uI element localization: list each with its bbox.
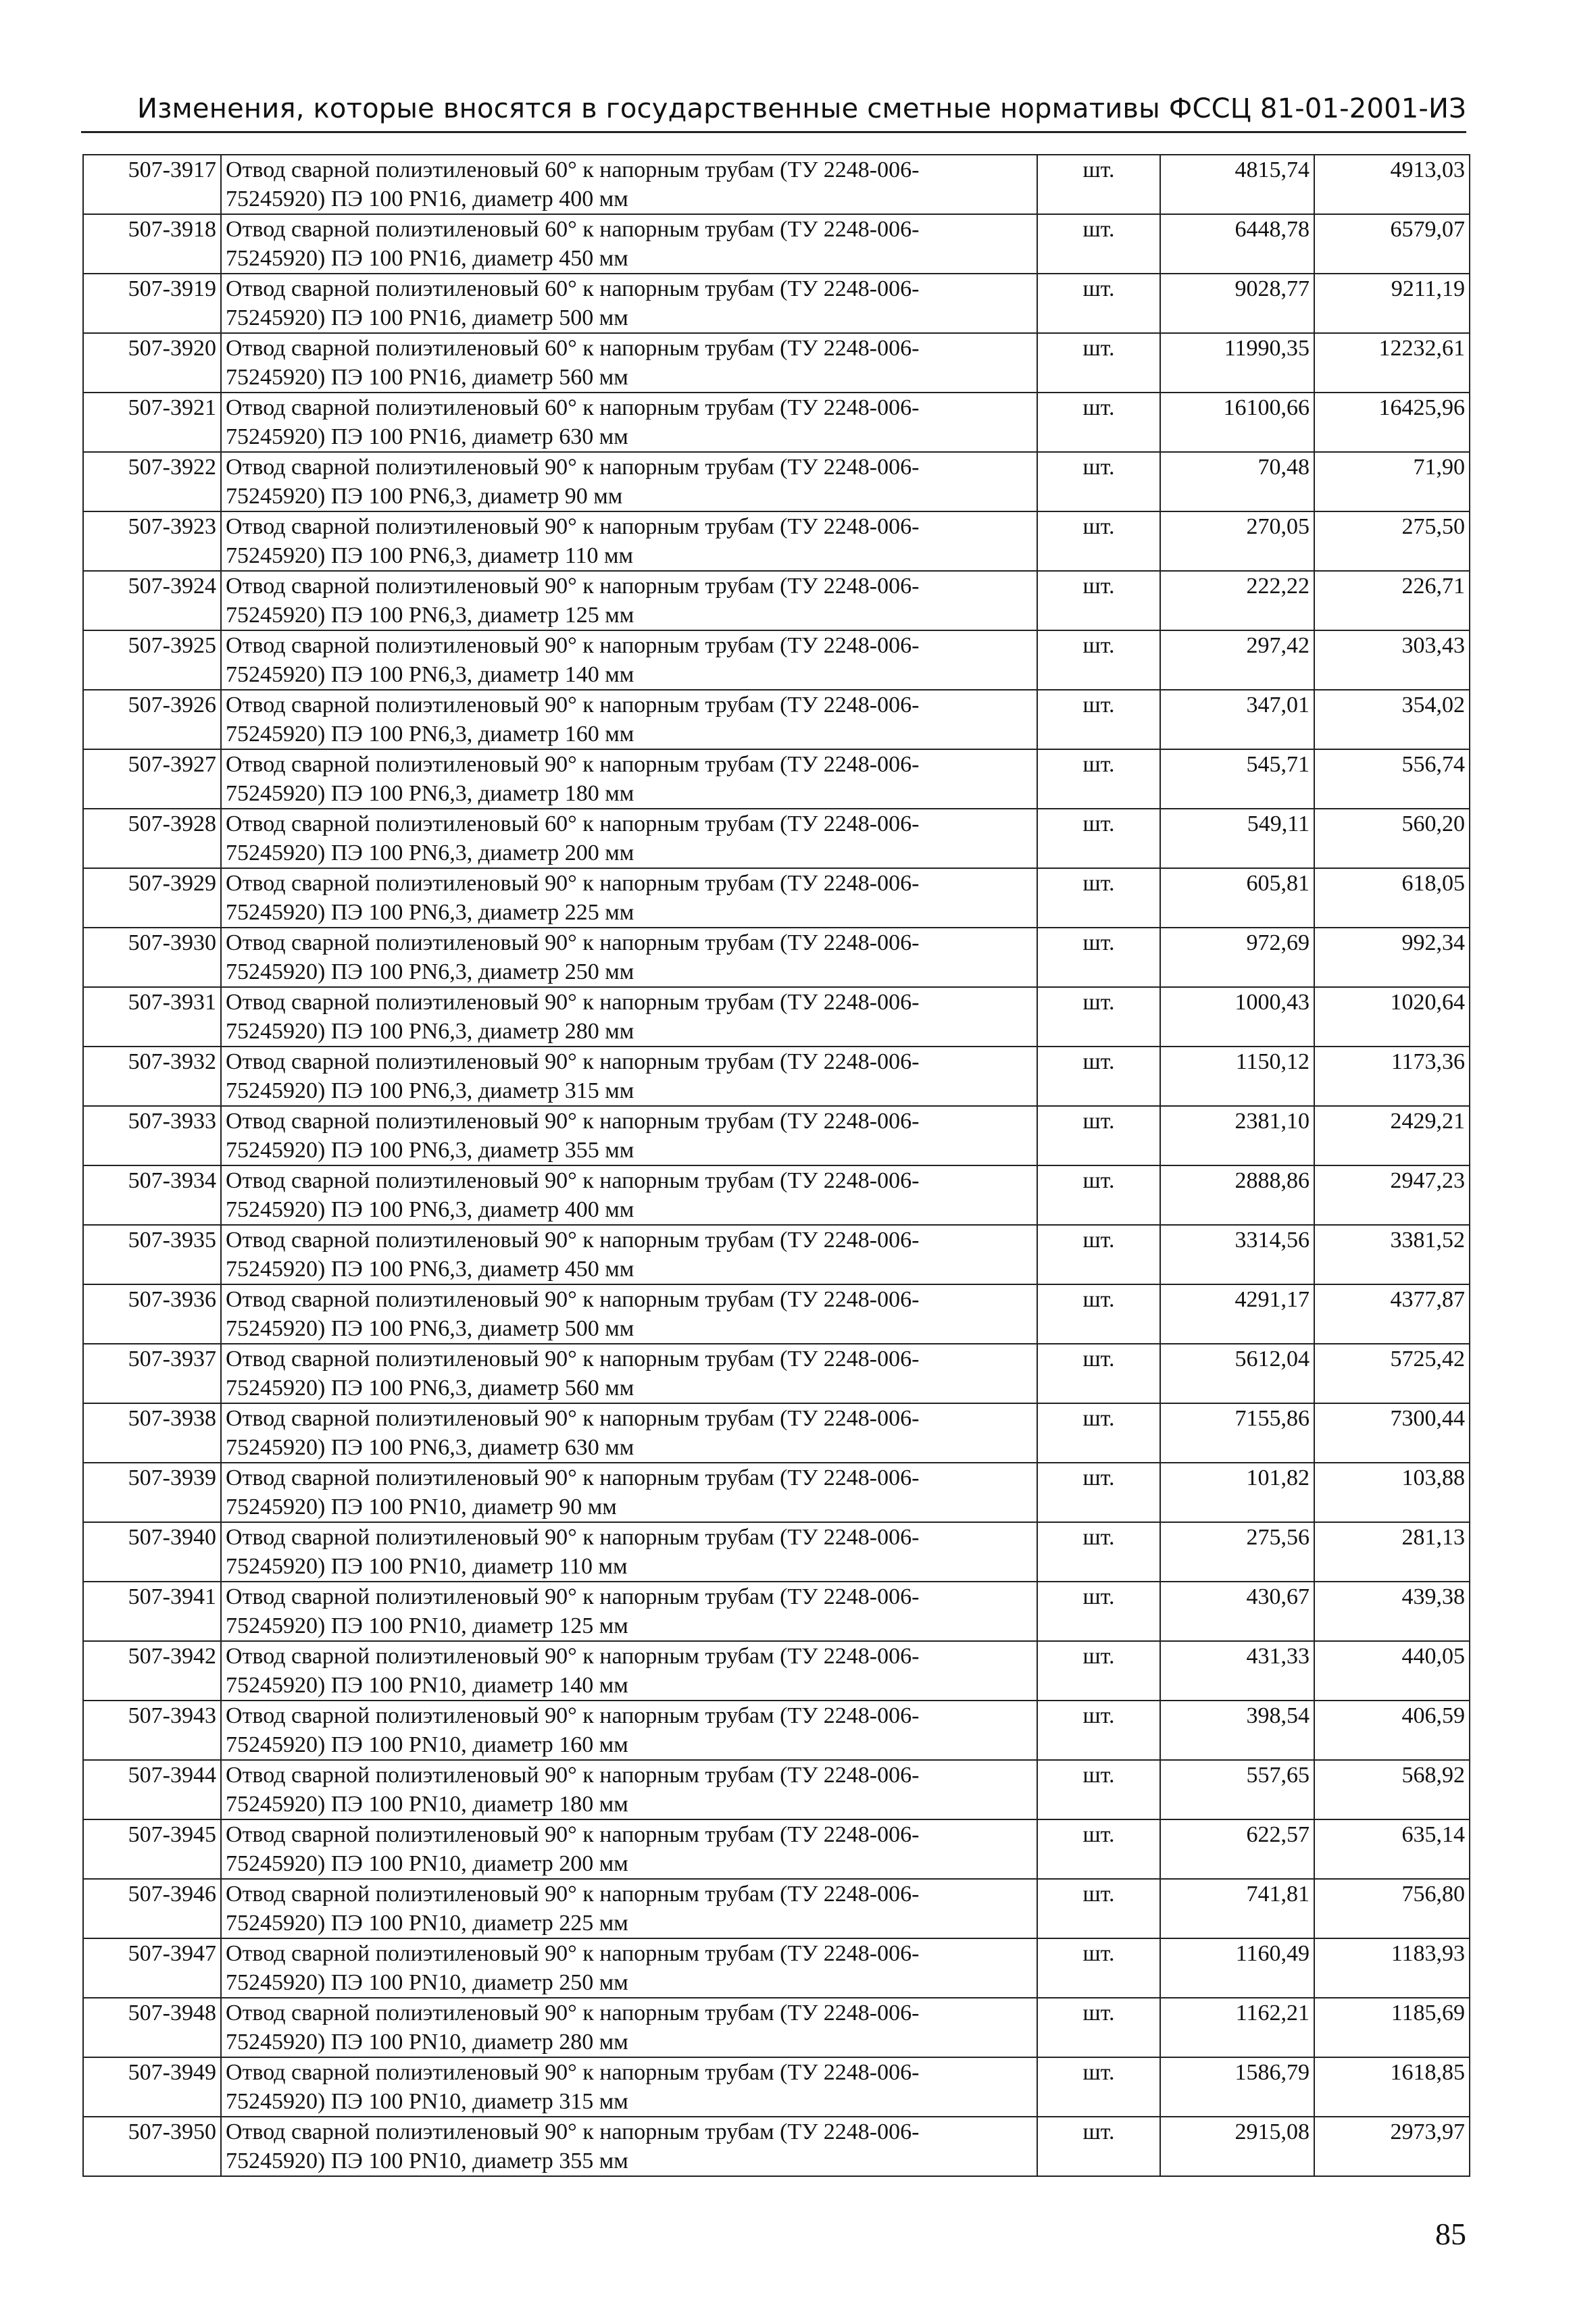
row-name-line2: 75245920) ПЭ 100 PN16, диаметр 560 мм [226, 365, 628, 390]
row-name [221, 1284, 1037, 1344]
row-price-1: 11990,35 [1160, 333, 1314, 393]
row-name-line1: Отвод сварной полиэтиленовый 60° к напорным трубам (ТУ 2248-006- [226, 336, 920, 361]
row-code: 507-3948 [83, 1998, 221, 2057]
row-code: 507-3936 [83, 1284, 221, 1344]
row-unit: шт. [1037, 749, 1160, 809]
row-name-line1: Отвод сварной полиэтиленовый 90° к напорным трубам (ТУ 2248-006- [226, 1822, 920, 1847]
row-code: 507-3947 [83, 1938, 221, 1998]
table-row [83, 928, 1470, 987]
row-name-line2: 75245920) ПЭ 100 PN6,3, диаметр 90 мм [226, 484, 623, 509]
row-name [221, 1047, 1037, 1106]
row-unit: шт. [1037, 155, 1160, 214]
row-price-2: 7300,44 [1314, 1403, 1470, 1463]
row-code: 507-3934 [83, 1165, 221, 1225]
row-name-line1: Отвод сварной полиэтиленовый 90° к напорным трубам (ТУ 2248-006- [226, 1406, 920, 1431]
row-name [221, 511, 1037, 571]
row-code: 507-3923 [83, 511, 221, 571]
row-price-2: 281,13 [1314, 1522, 1470, 1582]
row-unit: шт. [1037, 2117, 1160, 2176]
table-row [83, 2117, 1470, 2176]
row-name [221, 274, 1037, 333]
row-name-line1: Отвод сварной полиэтиленовый 90° к напорным трубам (ТУ 2248-006- [226, 1049, 920, 1074]
row-price-2: 635,14 [1314, 1819, 1470, 1879]
row-code: 507-3925 [83, 630, 221, 690]
row-unit: шт. [1037, 690, 1160, 749]
row-name [221, 1403, 1037, 1463]
row-code: 507-3932 [83, 1047, 221, 1106]
row-price-2: 556,74 [1314, 749, 1470, 809]
row-name [221, 1998, 1037, 2057]
row-price-2: 406,59 [1314, 1701, 1470, 1760]
row-name-line1: Отвод сварной полиэтиленовый 90° к напорным трубам (ТУ 2248-006- [226, 1347, 920, 1372]
row-name-line2: 75245920) ПЭ 100 PN6,3, диаметр 355 мм [226, 1138, 634, 1163]
row-code: 507-3939 [83, 1463, 221, 1522]
row-name [221, 1225, 1037, 1284]
row-price-1: 270,05 [1160, 511, 1314, 571]
row-name-line1: Отвод сварной полиэтиленовый 90° к напорным трубам (ТУ 2248-006- [226, 990, 920, 1015]
row-name-line2: 75245920) ПЭ 100 PN16, диаметр 450 мм [226, 246, 628, 271]
row-code: 507-3940 [83, 1522, 221, 1582]
row-name-line1: Отвод сварной полиэтиленовый 90° к напорным трубам (ТУ 2248-006- [226, 1763, 920, 1788]
row-code: 507-3938 [83, 1403, 221, 1463]
row-price-2: 2973,97 [1314, 2117, 1470, 2176]
table-row [83, 1225, 1470, 1284]
row-name-line1: Отвод сварной полиэтиленовый 90° к напорным трубам (ТУ 2248-006- [226, 1287, 920, 1312]
row-name [221, 571, 1037, 630]
row-unit: шт. [1037, 1879, 1160, 1938]
row-name [221, 1760, 1037, 1819]
table-row [83, 1701, 1470, 1760]
row-price-1: 430,67 [1160, 1582, 1314, 1641]
row-price-2: 618,05 [1314, 868, 1470, 928]
row-unit: шт. [1037, 1760, 1160, 1819]
row-name-line2: 75245920) ПЭ 100 PN6,3, диаметр 225 мм [226, 900, 634, 925]
row-price-2: 1185,69 [1314, 1998, 1470, 2057]
row-unit: шт. [1037, 1819, 1160, 1879]
row-price-2: 12232,61 [1314, 333, 1470, 393]
row-unit: шт. [1037, 987, 1160, 1047]
table-row [83, 1819, 1470, 1879]
table-row [83, 1284, 1470, 1344]
row-price-1: 2915,08 [1160, 2117, 1314, 2176]
table-row [83, 1106, 1470, 1165]
row-unit: шт. [1037, 214, 1160, 274]
row-price-1: 1162,21 [1160, 1998, 1314, 2057]
row-name [221, 1582, 1037, 1641]
table-row [83, 393, 1470, 452]
row-unit: шт. [1037, 1284, 1160, 1344]
row-price-2: 275,50 [1314, 511, 1470, 571]
row-price-2: 303,43 [1314, 630, 1470, 690]
row-name-line1: Отвод сварной полиэтиленовый 90° к напорным трубам (ТУ 2248-006- [226, 2001, 920, 2026]
row-unit: шт. [1037, 393, 1160, 452]
row-name [221, 1701, 1037, 1760]
row-name [221, 1879, 1037, 1938]
row-price-2: 1020,64 [1314, 987, 1470, 1047]
row-code: 507-3918 [83, 214, 221, 274]
table-row [83, 333, 1470, 393]
table-row [83, 1165, 1470, 1225]
table-row [83, 1403, 1470, 1463]
row-name-line2: 75245920) ПЭ 100 PN10, диаметр 200 мм [226, 1851, 628, 1876]
row-name-line1: Отвод сварной полиэтиленовый 60° к напорным трубам (ТУ 2248-006- [226, 157, 920, 182]
row-price-1: 1150,12 [1160, 1047, 1314, 1106]
row-price-1: 557,65 [1160, 1760, 1314, 1819]
row-name-line2: 75245920) ПЭ 100 PN6,3, диаметр 160 мм [226, 722, 634, 747]
row-price-2: 992,34 [1314, 928, 1470, 987]
row-name-line2: 75245920) ПЭ 100 PN6,3, диаметр 400 мм [226, 1197, 634, 1222]
row-unit: шт. [1037, 333, 1160, 393]
row-name-line2: 75245920) ПЭ 100 PN10, диаметр 110 мм [226, 1554, 628, 1579]
row-name-line2: 75245920) ПЭ 100 PN10, диаметр 90 мм [226, 1494, 617, 1519]
row-name-line1: Отвод сварной полиэтиленовый 60° к напорным трубам (ТУ 2248-006- [226, 217, 920, 242]
row-name-line1: Отвод сварной полиэтиленовый 90° к напорным трубам (ТУ 2248-006- [226, 1644, 920, 1669]
row-price-2: 16425,96 [1314, 393, 1470, 452]
row-name-line2: 75245920) ПЭ 100 PN16, диаметр 400 мм [226, 186, 628, 211]
row-name [221, 452, 1037, 511]
row-price-2: 440,05 [1314, 1641, 1470, 1701]
row-code: 507-3937 [83, 1344, 221, 1403]
row-code: 507-3927 [83, 749, 221, 809]
row-unit: шт. [1037, 1047, 1160, 1106]
row-price-1: 972,69 [1160, 928, 1314, 987]
row-name-line2: 75245920) ПЭ 100 PN10, диаметр 225 мм [226, 1911, 628, 1936]
row-price-2: 439,38 [1314, 1582, 1470, 1641]
row-price-1: 6448,78 [1160, 214, 1314, 274]
row-name [221, 1165, 1037, 1225]
row-price-2: 71,90 [1314, 452, 1470, 511]
row-price-2: 5725,42 [1314, 1344, 1470, 1403]
row-name-line2: 75245920) ПЭ 100 PN6,3, диаметр 140 мм [226, 662, 634, 687]
row-code: 507-3933 [83, 1106, 221, 1165]
row-name-line1: Отвод сварной полиэтиленовый 90° к напорным трубам (ТУ 2248-006- [226, 514, 920, 539]
page-number: 85 [1435, 2217, 1466, 2251]
row-name [221, 1463, 1037, 1522]
row-unit: шт. [1037, 1998, 1160, 2057]
table-row [83, 630, 1470, 690]
row-unit: шт. [1037, 2057, 1160, 2117]
row-unit: шт. [1037, 1582, 1160, 1641]
row-name-line1: Отвод сварной полиэтиленовый 90° к напорным трубам (ТУ 2248-006- [226, 1584, 920, 1609]
table-row [83, 868, 1470, 928]
row-price-1: 1000,43 [1160, 987, 1314, 1047]
row-name-line1: Отвод сварной полиэтиленовый 60° к напорным трубам (ТУ 2248-006- [226, 395, 920, 420]
table-row [83, 1582, 1470, 1641]
row-name-line2: 75245920) ПЭ 100 PN16, диаметр 500 мм [226, 305, 628, 330]
row-price-2: 568,92 [1314, 1760, 1470, 1819]
row-name-line2: 75245920) ПЭ 100 PN6,3, диаметр 125 мм [226, 603, 634, 628]
table-row [83, 2057, 1470, 2117]
row-name-line1: Отвод сварной полиэтиленовый 90° к напорным трубам (ТУ 2248-006- [226, 693, 920, 718]
row-name-line2: 75245920) ПЭ 100 PN10, диаметр 140 мм [226, 1673, 628, 1698]
row-unit: шт. [1037, 1641, 1160, 1701]
row-unit: шт. [1037, 928, 1160, 987]
row-unit: шт. [1037, 630, 1160, 690]
row-unit: шт. [1037, 1106, 1160, 1165]
row-code: 507-3922 [83, 452, 221, 511]
row-code: 507-3919 [83, 274, 221, 333]
row-unit: шт. [1037, 1463, 1160, 1522]
table-row [83, 1938, 1470, 1998]
row-code: 507-3942 [83, 1641, 221, 1701]
row-name [221, 987, 1037, 1047]
table-row [83, 809, 1470, 868]
row-unit: шт. [1037, 868, 1160, 928]
row-name [221, 393, 1037, 452]
row-unit: шт. [1037, 809, 1160, 868]
row-name-line1: Отвод сварной полиэтиленовый 90° к напорным трубам (ТУ 2248-006- [226, 871, 920, 896]
row-price-1: 16100,66 [1160, 393, 1314, 452]
row-code: 507-3941 [83, 1582, 221, 1641]
table-row [83, 274, 1470, 333]
table-row [83, 749, 1470, 809]
row-name [221, 214, 1037, 274]
row-price-1: 5612,04 [1160, 1344, 1314, 1403]
row-price-1: 297,42 [1160, 630, 1314, 690]
row-name [221, 868, 1037, 928]
row-name-line1: Отвод сварной полиэтиленовый 90° к напорным трубам (ТУ 2248-006- [226, 1109, 920, 1134]
row-name [221, 928, 1037, 987]
row-name-line2: 75245920) ПЭ 100 PN10, диаметр 180 мм [226, 1792, 628, 1817]
row-code: 507-3926 [83, 690, 221, 749]
row-price-1: 275,56 [1160, 1522, 1314, 1582]
row-price-1: 9028,77 [1160, 274, 1314, 333]
table-row [83, 511, 1470, 571]
row-name-line2: 75245920) ПЭ 100 PN6,3, диаметр 200 мм [226, 840, 634, 865]
row-name [221, 809, 1037, 868]
row-name [221, 2117, 1037, 2176]
row-name-line1: Отвод сварной полиэтиленовый 90° к напорным трубам (ТУ 2248-006- [226, 1703, 920, 1728]
row-name-line2: 75245920) ПЭ 100 PN10, диаметр 125 мм [226, 1613, 628, 1638]
row-unit: шт. [1037, 511, 1160, 571]
row-name-line1: Отвод сварной полиэтиленовый 90° к напорным трубам (ТУ 2248-006- [226, 455, 920, 480]
row-name-line1: Отвод сварной полиэтиленовый 90° к напорным трубам (ТУ 2248-006- [226, 2119, 920, 2144]
row-code: 507-3924 [83, 571, 221, 630]
row-code: 507-3920 [83, 333, 221, 393]
row-price-1: 1586,79 [1160, 2057, 1314, 2117]
table-row [83, 1641, 1470, 1701]
row-price-1: 4291,17 [1160, 1284, 1314, 1344]
row-name-line2: 75245920) ПЭ 100 PN10, диаметр 280 мм [226, 2030, 628, 2055]
row-name-line2: 75245920) ПЭ 100 PN6,3, диаметр 500 мм [226, 1316, 634, 1341]
row-price-1: 4815,74 [1160, 155, 1314, 214]
row-code: 507-3944 [83, 1760, 221, 1819]
row-price-2: 1173,36 [1314, 1047, 1470, 1106]
table-row [83, 1998, 1470, 2057]
row-price-1: 1160,49 [1160, 1938, 1314, 1998]
table-row [83, 987, 1470, 1047]
row-price-1: 3314,56 [1160, 1225, 1314, 1284]
row-name-line2: 75245920) ПЭ 100 PN6,3, диаметр 180 мм [226, 781, 634, 806]
table-row [83, 1463, 1470, 1522]
row-name-line2: 75245920) ПЭ 100 PN6,3, диаметр 280 мм [226, 1019, 634, 1044]
row-price-1: 605,81 [1160, 868, 1314, 928]
row-name-line2: 75245920) ПЭ 100 PN6,3, диаметр 250 мм [226, 959, 634, 984]
row-code: 507-3950 [83, 2117, 221, 2176]
row-price-2: 4913,03 [1314, 155, 1470, 214]
row-name-line1: Отвод сварной полиэтиленовый 90° к напорным трубам (ТУ 2248-006- [226, 574, 920, 599]
row-code: 507-3949 [83, 2057, 221, 2117]
row-price-1: 549,11 [1160, 809, 1314, 868]
row-name-line2: 75245920) ПЭ 100 PN6,3, диаметр 315 мм [226, 1078, 634, 1103]
page-header: Изменения, которые вносятся в государственные сметные нормативы ФССЦ 81-01-2001-ИЗ [81, 93, 1466, 133]
row-price-1: 70,48 [1160, 452, 1314, 511]
row-unit: шт. [1037, 1165, 1160, 1225]
row-code: 507-3930 [83, 928, 221, 987]
row-name [221, 1641, 1037, 1701]
row-unit: шт. [1037, 452, 1160, 511]
row-price-2: 1183,93 [1314, 1938, 1470, 1998]
row-name [221, 1938, 1037, 1998]
row-code: 507-3929 [83, 868, 221, 928]
row-name-line1: Отвод сварной полиэтиленовый 90° к напорным трубам (ТУ 2248-006- [226, 930, 920, 955]
row-name-line1: Отвод сварной полиэтиленовый 90° к напорным трубам (ТУ 2248-006- [226, 1525, 920, 1550]
row-price-2: 6579,07 [1314, 214, 1470, 274]
row-unit: шт. [1037, 1522, 1160, 1582]
row-price-2: 103,88 [1314, 1463, 1470, 1522]
row-code: 507-3917 [83, 155, 221, 214]
row-name-line2: 75245920) ПЭ 100 PN6,3, диаметр 630 мм [226, 1435, 634, 1460]
row-price-1: 7155,86 [1160, 1403, 1314, 1463]
row-code: 507-3946 [83, 1879, 221, 1938]
row-price-2: 2429,21 [1314, 1106, 1470, 1165]
row-price-1: 431,33 [1160, 1641, 1314, 1701]
row-price-2: 560,20 [1314, 809, 1470, 868]
row-price-2: 1618,85 [1314, 2057, 1470, 2117]
row-price-2: 756,80 [1314, 1879, 1470, 1938]
row-name-line2: 75245920) ПЭ 100 PN16, диаметр 630 мм [226, 424, 628, 449]
table-row [83, 571, 1470, 630]
table-row [83, 1522, 1470, 1582]
row-unit: шт. [1037, 1344, 1160, 1403]
row-price-1: 622,57 [1160, 1819, 1314, 1879]
row-name-line1: Отвод сварной полиэтиленовый 90° к напорным трубам (ТУ 2248-006- [226, 1228, 920, 1253]
row-unit: шт. [1037, 1225, 1160, 1284]
row-name-line2: 75245920) ПЭ 100 PN10, диаметр 355 мм [226, 2148, 628, 2173]
row-name-line2: 75245920) ПЭ 100 PN10, диаметр 315 мм [226, 2089, 628, 2114]
row-name [221, 1819, 1037, 1879]
row-unit: шт. [1037, 571, 1160, 630]
price-table-body [83, 155, 1470, 2176]
row-code: 507-3935 [83, 1225, 221, 1284]
row-name [221, 749, 1037, 809]
row-name [221, 630, 1037, 690]
row-name-line1: Отвод сварной полиэтиленовый 90° к напорным трубам (ТУ 2248-006- [226, 752, 920, 777]
row-price-2: 4377,87 [1314, 1284, 1470, 1344]
row-price-1: 347,01 [1160, 690, 1314, 749]
table-row [83, 1047, 1470, 1106]
table-row [83, 452, 1470, 511]
row-name-line1: Отвод сварной полиэтиленовый 90° к напорным трубам (ТУ 2248-006- [226, 633, 920, 658]
row-name [221, 690, 1037, 749]
row-name-line2: 75245920) ПЭ 100 PN10, диаметр 160 мм [226, 1732, 628, 1757]
row-price-1: 741,81 [1160, 1879, 1314, 1938]
row-name-line1: Отвод сварной полиэтиленовый 60° к напорным трубам (ТУ 2248-006- [226, 811, 920, 836]
row-name-line2: 75245920) ПЭ 100 PN6,3, диаметр 560 мм [226, 1376, 634, 1401]
row-unit: шт. [1037, 1701, 1160, 1760]
row-price-1: 2381,10 [1160, 1106, 1314, 1165]
table-row [83, 155, 1470, 214]
row-code: 507-3945 [83, 1819, 221, 1879]
row-price-1: 222,22 [1160, 571, 1314, 630]
row-price-1: 101,82 [1160, 1463, 1314, 1522]
row-name [221, 1522, 1037, 1582]
row-price-2: 354,02 [1314, 690, 1470, 749]
row-price-1: 398,54 [1160, 1701, 1314, 1760]
row-unit: шт. [1037, 1938, 1160, 1998]
row-price-1: 545,71 [1160, 749, 1314, 809]
table-row [83, 214, 1470, 274]
row-name-line1: Отвод сварной полиэтиленовый 90° к напорным трубам (ТУ 2248-006- [226, 2060, 920, 2085]
row-name [221, 333, 1037, 393]
row-code: 507-3921 [83, 393, 221, 452]
row-price-2: 3381,52 [1314, 1225, 1470, 1284]
row-name [221, 1344, 1037, 1403]
row-name-line1: Отвод сварной полиэтиленовый 90° к напорным трубам (ТУ 2248-006- [226, 1465, 920, 1490]
row-name [221, 1106, 1037, 1165]
row-price-2: 9211,19 [1314, 274, 1470, 333]
table-row [83, 1760, 1470, 1819]
table-row [83, 1344, 1470, 1403]
row-code: 507-3931 [83, 987, 221, 1047]
row-unit: шт. [1037, 274, 1160, 333]
row-name-line2: 75245920) ПЭ 100 PN6,3, диаметр 450 мм [226, 1257, 634, 1282]
row-code: 507-3928 [83, 809, 221, 868]
row-name-line2: 75245920) ПЭ 100 PN6,3, диаметр 110 мм [226, 543, 634, 568]
table-row [83, 690, 1470, 749]
row-name-line2: 75245920) ПЭ 100 PN10, диаметр 250 мм [226, 1970, 628, 1995]
row-name [221, 155, 1037, 214]
price-table [82, 154, 1470, 2177]
row-price-2: 2947,23 [1314, 1165, 1470, 1225]
table-row [83, 1879, 1470, 1938]
row-price-2: 226,71 [1314, 571, 1470, 630]
row-name-line1: Отвод сварной полиэтиленовый 90° к напорным трубам (ТУ 2248-006- [226, 1168, 920, 1193]
row-unit: шт. [1037, 1403, 1160, 1463]
row-name-line1: Отвод сварной полиэтиленовый 90° к напорным трубам (ТУ 2248-006- [226, 1941, 920, 1966]
row-price-1: 2888,86 [1160, 1165, 1314, 1225]
row-name-line1: Отвод сварной полиэтиленовый 90° к напорным трубам (ТУ 2248-006- [226, 1882, 920, 1907]
row-name [221, 2057, 1037, 2117]
row-name-line1: Отвод сварной полиэтиленовый 60° к напорным трубам (ТУ 2248-006- [226, 276, 920, 301]
row-code: 507-3943 [83, 1701, 221, 1760]
